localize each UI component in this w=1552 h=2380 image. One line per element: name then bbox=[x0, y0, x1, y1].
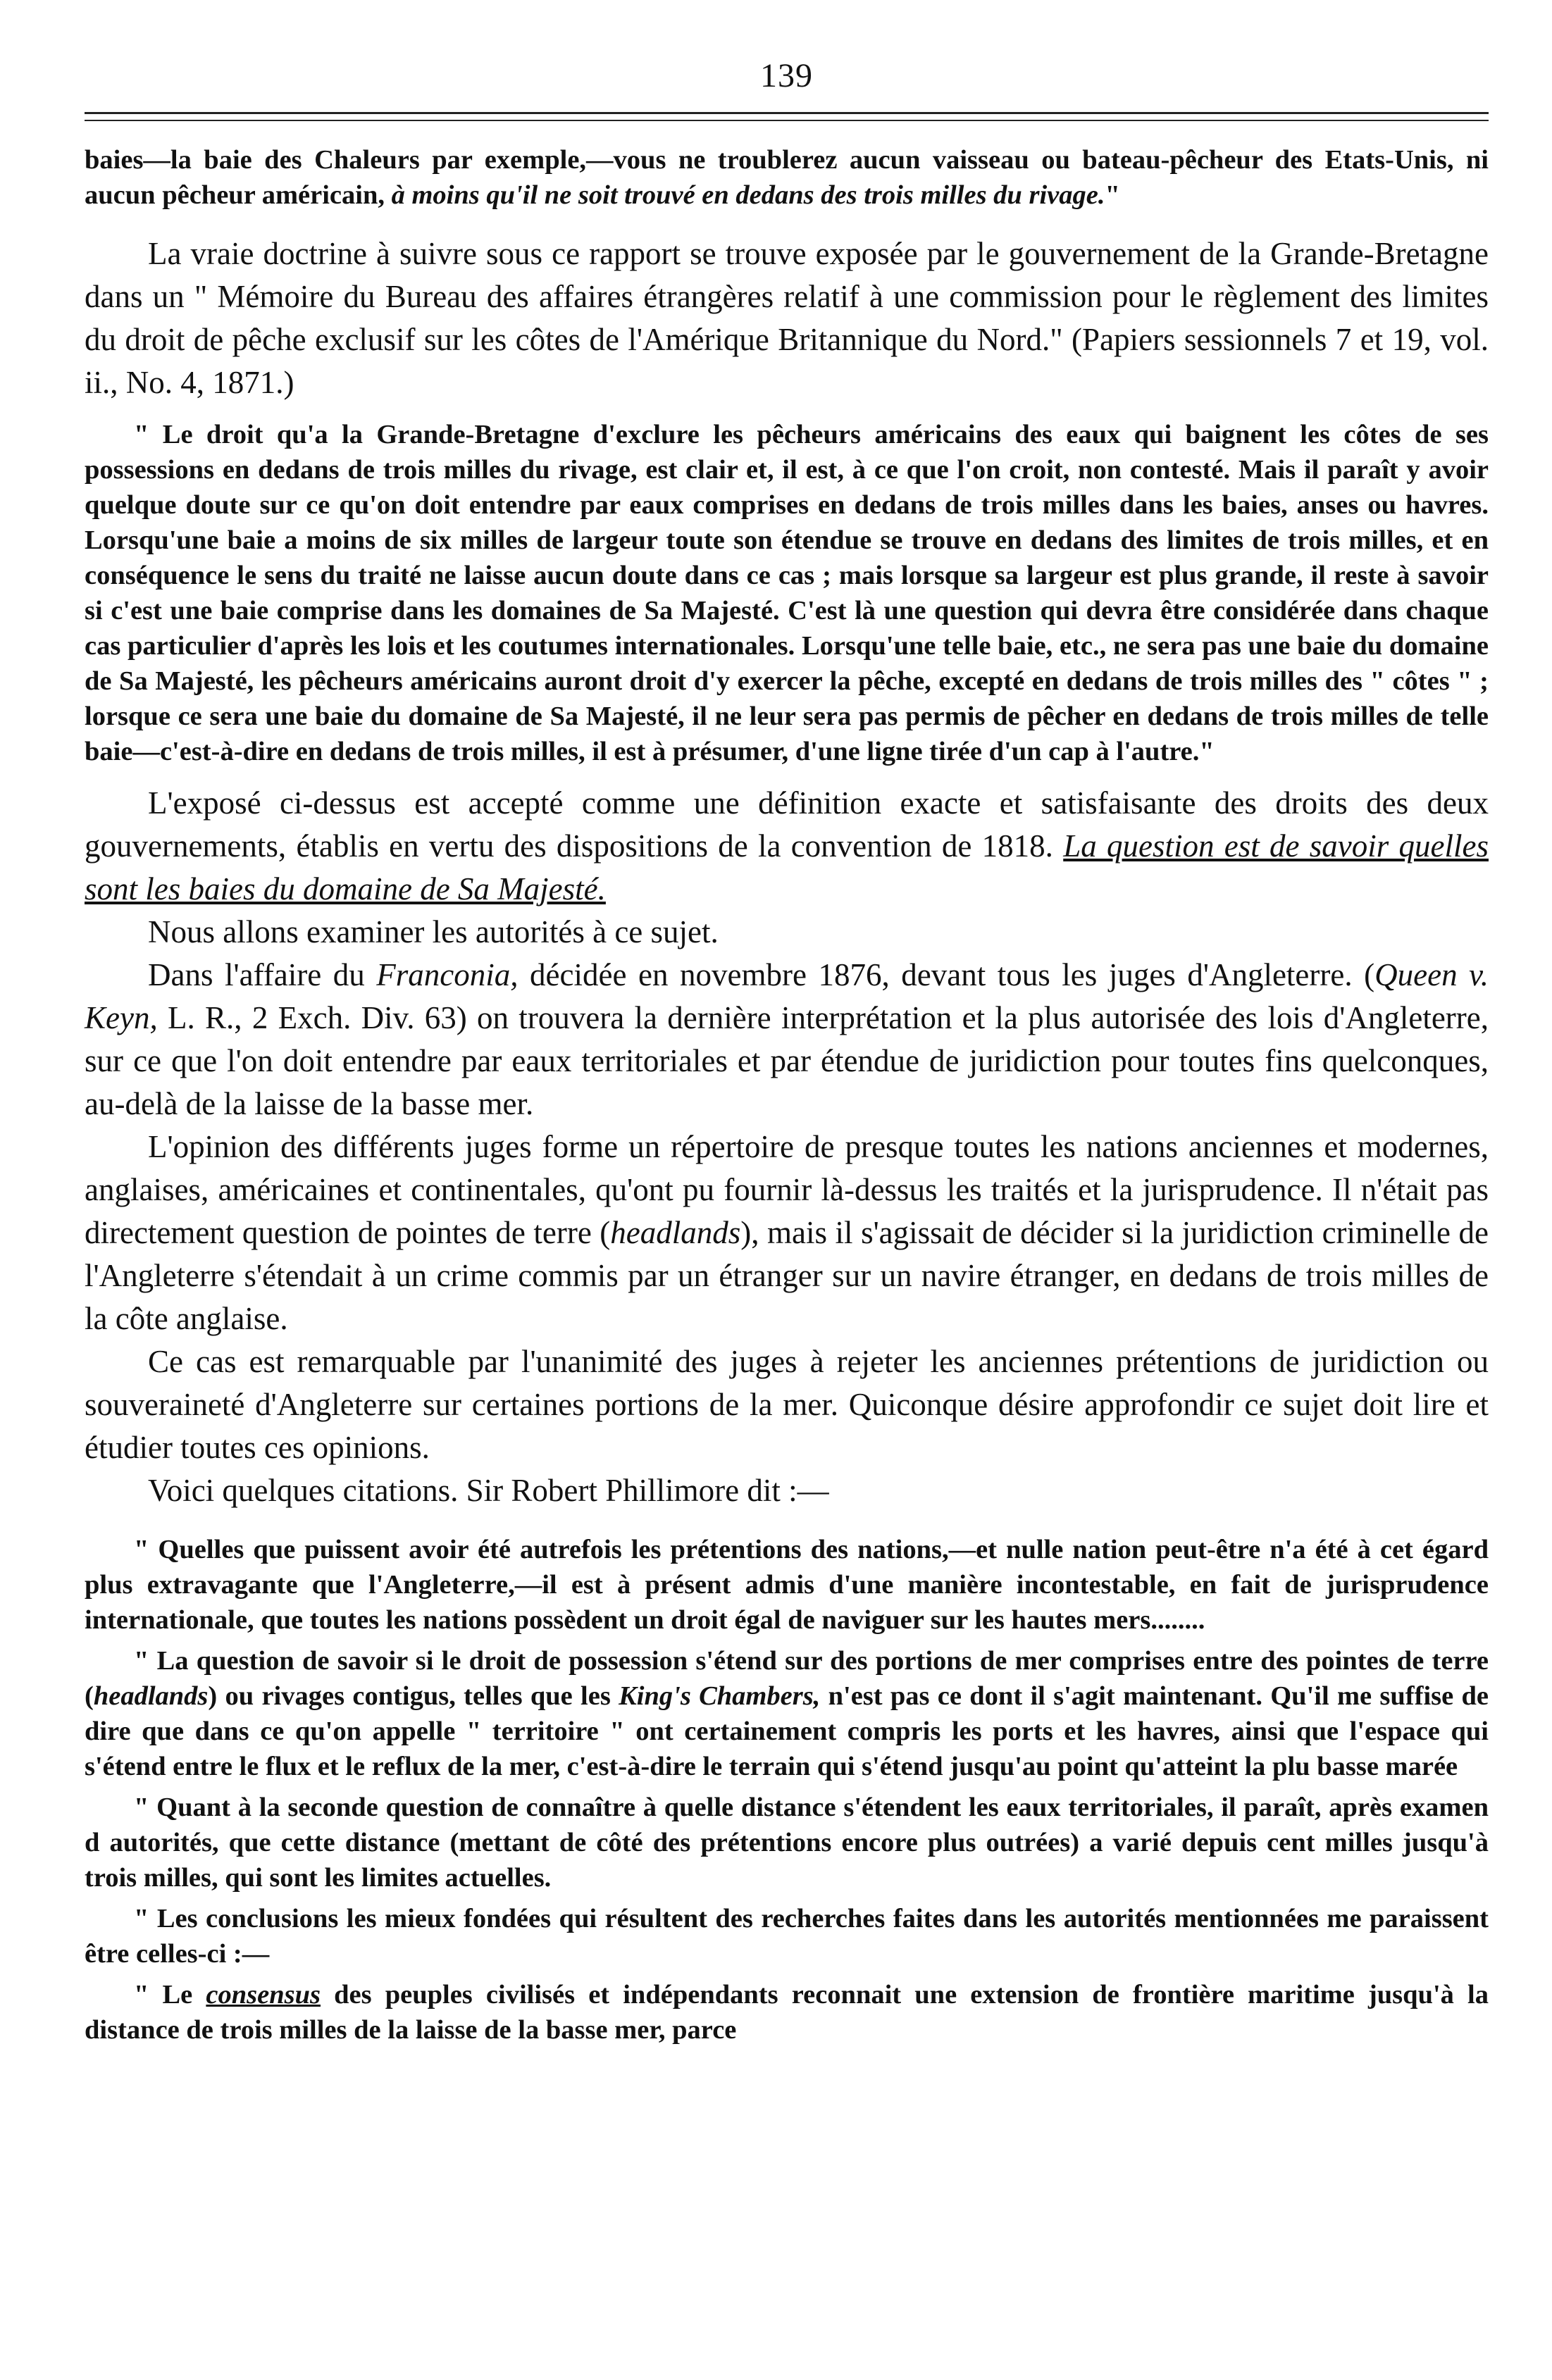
quote-phillimore-1: " Quelles que puissent avoir été autrefois les prétentions des nations,—et nulle nation peut-être n'a été à cet égard plus extravagante que l'Angleterre,—il est à présent admis d'une manière incontestable, en fait de jurisprudence internationale, que toutes les nations possèdent un droit égal de naviguer sur les hautes mers........ bbox=[85, 1535, 1489, 1635]
quote-continuation-text: baies—la baie des Chaleurs par exemple,—vous ne troublerez aucun vaisseau ou bateau-pêcheur des Etats-Unis, ni aucun pêcheur américain, bbox=[85, 145, 1489, 210]
phillimore-5-text-a: " Le bbox=[134, 1980, 206, 2010]
phillimore-2-text-c: n'est pas ce dont il s'agit maintenant. Qu'il me suffise de dire que dans ce qu'on appelle " territoire " ont certainement compris les ports et les havres, ainsi que l'espace qui s'étend entre le flux et le reflux de la mer, c'est-à-dire le terrain qui s'étend jusqu'au point qu'atteint la plu basse marée bbox=[85, 1681, 1489, 1781]
quote-phillimore-2 bbox=[85, 1643, 1489, 1784]
franconia-text-a: Dans l'affaire du bbox=[148, 957, 377, 992]
paragraph-expose-text: L'exposé ci-dessus est accepté comme une définition exacte et satisfaisante des droits des deux gouvernements, établis en vertu des dispositions de la convention de 1818. bbox=[85, 785, 1489, 864]
franconia-text-c: L. R., 2 Exch. Div. 63) on trouvera la dernière interprétation et la plus autorisée des lois d'Angleterre, sur ce que l'on doit entendre par eaux territoriales et par étendue de juridiction pour toutes fins quelconques, au-delà de la laisse de la basse mer. bbox=[85, 1000, 1489, 1121]
paragraph-expose-question: La question est de savoir quelles sont les baies du domaine de Sa Majesté. bbox=[85, 828, 1489, 906]
paragraph-autorites: Nous allons examiner les autorités à ce sujet. bbox=[148, 914, 719, 949]
phillimore-2-kings-chambers: King's Chambers, bbox=[619, 1681, 821, 1711]
franconia-case-name: Franconia, bbox=[376, 957, 519, 992]
paragraph-citations: Voici quelques citations. Sir Robert Phillimore dit :— bbox=[148, 1473, 829, 1508]
quote-continuation-italic: à moins qu'il ne soit trouvé en dedans des trois milles du rivage. bbox=[391, 180, 1105, 210]
quote-memoire: " Le droit qu'a la Grande-Bretagne d'exclure les pêcheurs américains des eaux qui baignent les côtes de ses possessions en dedans de trois milles du rivage, est clair et, il est, à ce que l'on croit, non contesté. Mais il paraît y avoir quelque doute sur ce qu'on doit entendre par eaux comprises en dedans de trois milles dans les baies, anses ou havres. Lorsqu'une baie a moins de six milles de largeur toute son étendue se trouve en dedans des limites de trois milles, et en conséquence le sens du traité ne laisse aucun doute dans ce cas ; mais lorsque sa largeur est plus grande, il reste à savoir si c'est une baie comprise dans les domaines de Sa Majesté. C'est là une question qui devra être considérée dans chaque cas particulier d'après les lois et les coutumes internationales. Lorsqu'une telle baie, etc., ne sera pas une baie du domaine de Sa Majesté, les pêcheurs américains auront droit d'y exercer la pêche, excepté en dedans de trois milles des " côtes " ; lorsque ce sera une baie du domaine de Sa Majesté, il ne leur sera pas permis de pêcher en dedans de trois milles de telle baie—c'est-à-dire en dedans de trois milles, il est à présumer, d'une ligne tirée d'un cap à l'autre." bbox=[85, 420, 1489, 766]
paragraph-expose bbox=[85, 782, 1489, 911]
quote-phillimore-4: " Les conclusions les mieux fondées qui résultent des recherches faites dans les autorités mentionnées me paraissent être celles-ci :— bbox=[85, 1904, 1489, 1969]
franconia-text-b: décidée en novembre 1876, devant tous les juges d'Angleterre. ( bbox=[518, 957, 1375, 992]
opinion-headlands: headlands bbox=[610, 1215, 741, 1250]
phillimore-5-text-b: des peuples civilisés et indépendants reconnait une extension de frontière maritime jusqu'à la distance de trois milles de la laisse de la basse mer, parce bbox=[85, 1980, 1489, 2045]
franconia-citation-name: Queen v. Keyn, bbox=[85, 957, 1489, 1035]
paragraph-franconia bbox=[85, 954, 1489, 1126]
opinion-text-b: ), mais il s'agissait de décider si la juridiction criminelle de l'Angleterre s'étendait à un crime commis par un étranger sur un navire étranger, en dedans de trois milles de la côte anglaise. bbox=[85, 1215, 1489, 1336]
phillimore-5-consensus: consensus bbox=[206, 1980, 321, 2010]
paragraph-doctrine: La vraie doctrine à suivre sous ce rapport se trouve exposée par le gouvernement de la Grande-Bretagne dans un " Mémoire du Bureau des affaires étrangères relatif à une commission pour le règlement des limites du droit de pêche exclusif sur les côtes de l'Amérique Britannique du Nord." (Papiers sessionnels 7 et 19, vol. ii., No. 4, 1871.) bbox=[85, 236, 1489, 400]
quote-continuation bbox=[85, 142, 1489, 213]
header-rule-bottom bbox=[85, 120, 1489, 121]
paragraph-opinion bbox=[85, 1126, 1489, 1340]
phillimore-2-text-b: ) ou rivages contigus, telles que les bbox=[208, 1681, 619, 1711]
quote-continuation-end: " bbox=[1105, 180, 1120, 210]
quote-phillimore-5 bbox=[85, 1977, 1489, 2048]
phillimore-2-text-a: " La question de savoir si le droit de possession s'étend sur des portions de mer comprises entre des pointes de terre ( bbox=[85, 1646, 1489, 1711]
opinion-text-a: L'opinion des différents juges forme un répertoire de presque toutes les nations anciennes et modernes, anglaises, américaines et continentales, qu'ont pu fournir là-dessus les traités et la jurisprudence. Il n'était pas directement question de pointes de terre ( bbox=[85, 1129, 1489, 1250]
paragraph-cas-remarquable: Ce cas est remarquable par l'unanimité des juges à rejeter les anciennes prétentions de juridiction ou souveraineté d'Angleterre sur certaines portions de la mer. Quiconque désire approfondir ce sujet doit lire et étudier toutes ces opinions. bbox=[85, 1344, 1489, 1465]
page-number: 139 bbox=[760, 57, 813, 94]
phillimore-2-headlands: headlands bbox=[93, 1681, 209, 1711]
header-rule-top bbox=[85, 112, 1489, 114]
quote-phillimore-3: " Quant à la seconde question de connaître à quelle distance s'étendent les eaux territoriales, il paraît, après examen d autorités, que cette distance (mettant de côté des prétentions encore plus outrées) a varié depuis cent milles jusqu'à trois milles, qui sont les limites actuelles. bbox=[85, 1793, 1489, 1893]
